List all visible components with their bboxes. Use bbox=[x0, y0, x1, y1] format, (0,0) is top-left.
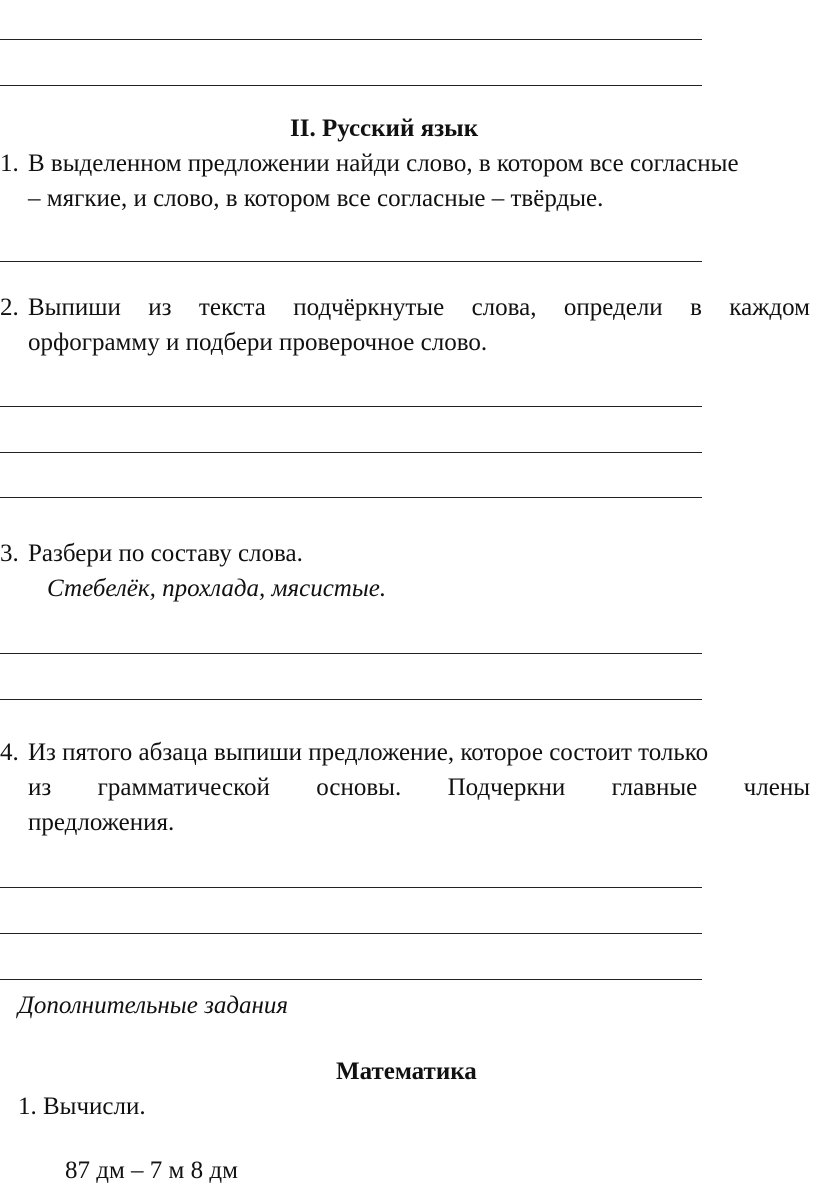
task-2-line-2: орфограмму и подбери проверочное слово. bbox=[28, 329, 488, 356]
answer-line bbox=[0, 39, 702, 40]
answer-line bbox=[0, 85, 702, 86]
task-3-words: Стебелёк, прохлада, мясистые. bbox=[47, 575, 387, 602]
math-title: Математика bbox=[336, 1058, 477, 1085]
math-task-1 bbox=[18, 1089, 146, 1124]
answer-line bbox=[0, 497, 702, 498]
task-1-line-1 bbox=[0, 146, 739, 181]
task-1-number: 1. bbox=[0, 150, 19, 177]
extra-tasks-label: Дополнительные задания bbox=[18, 992, 288, 1019]
task-3-text: Разбери по составу слова. bbox=[28, 540, 303, 567]
task-4-line-2: из грамматической основы. Подчеркни главные члены bbox=[28, 774, 810, 801]
answer-line bbox=[0, 979, 702, 980]
task-4-number: 4. bbox=[0, 739, 19, 766]
math-task-number: 1. bbox=[18, 1093, 37, 1120]
answer-line bbox=[0, 933, 702, 934]
task-2-line-1: Выпиши из текста подчёркнутые слова, определи в каждом bbox=[28, 294, 810, 321]
answer-line bbox=[0, 261, 702, 262]
answer-line bbox=[0, 699, 702, 700]
task-3-number: 3. bbox=[0, 540, 19, 567]
task-4-text: Из пятого абзаца выпиши предложение, которое состоит только bbox=[28, 739, 709, 766]
section-title: II. Русский язык bbox=[290, 115, 479, 142]
answer-line bbox=[0, 653, 702, 654]
task-2-number: 2. bbox=[0, 294, 19, 321]
task-4-line-1 bbox=[0, 735, 708, 770]
task-3-line-1 bbox=[0, 536, 303, 571]
answer-line bbox=[0, 887, 702, 888]
task-1-line-2: – мягкие, и слово, в котором все согласные – твёрдые. bbox=[28, 185, 604, 212]
math-expression: 87 дм – 7 м 8 дм bbox=[65, 1157, 238, 1184]
math-task-text: Вычисли. bbox=[43, 1093, 146, 1120]
answer-line bbox=[0, 406, 702, 407]
task-4-line-3: предложения. bbox=[28, 809, 175, 836]
answer-line bbox=[0, 452, 702, 453]
task-1-text: В выделенном предложении найди слово, в котором все согласные bbox=[28, 150, 739, 177]
